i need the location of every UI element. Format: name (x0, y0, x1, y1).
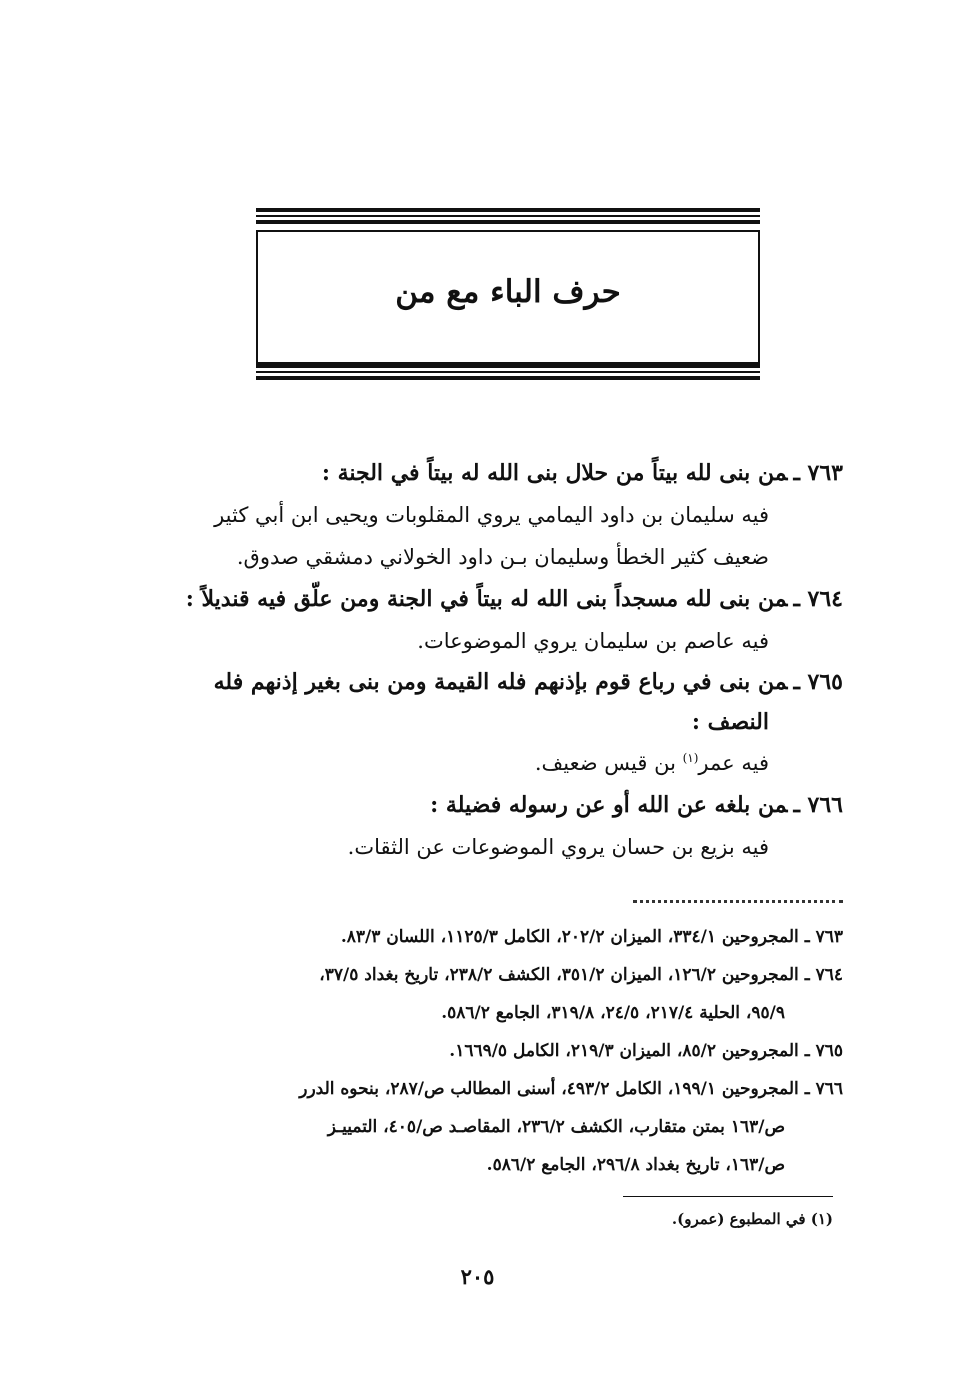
footnote-rule (623, 1196, 833, 1197)
dotted-separator (633, 900, 843, 903)
divider (256, 376, 760, 380)
entry-heading-continuation: النصف : (691, 709, 769, 735)
entry-heading-text: من بنى في رباع قوم بإذنهم فله القيمة ومن بنى بغير إذنهم فله (213, 669, 788, 695)
entry-heading-text: من بنى لله مسجداً بنى الله له بيتاً في الجنة ومن علّق فيه قنديلاً : (185, 586, 788, 612)
divider (256, 215, 760, 217)
entry-765 (113, 662, 843, 784)
hadith-entries (113, 452, 843, 868)
entry-heading (113, 452, 843, 494)
entry-body-line: فيه سليمان بن داود اليمامي يروي المقلوبات ويحيى ابن أبي كثير (214, 503, 769, 527)
entry-heading-text: من بلغه عن الله أو عن رسوله فضيلة : (430, 792, 788, 818)
entry-number: ٧٦٣ ـ (793, 460, 843, 486)
reference-765 (163, 1032, 843, 1070)
reference-text: ٧٦٤ ـ المجروحين ١٢٦/٢، الميزان ٣٥١/٢، الكشف ٢٣٨/٢، تاريخ بغداد ٣٧/٥، (319, 965, 843, 985)
entry-body-line: ضعيف كثير الخطأ وسليمان بـن داود الخولاني دمشقي صدوق. (236, 545, 769, 569)
reference-text: ٧٦٥ ـ المجروحين ٨٥/٢، الميزان ٢١٩/٣، الكامل ١٦٦٩/٥. (449, 1041, 843, 1061)
footnote-marker: (١) (682, 751, 699, 765)
divider (256, 208, 760, 212)
entry-body-text: فيه عمر (698, 751, 769, 775)
reference-763 (163, 918, 843, 956)
page-number: ٢٠٥ (460, 1264, 495, 1289)
references (163, 918, 843, 1184)
entry-heading (113, 578, 843, 620)
entry-763 (113, 452, 843, 578)
reference-continuation: ص/١٦٣، تاريخ بغداد ٢٩٦/٨، الجامع ٥٨٦/٢. (486, 1155, 785, 1175)
entry-body-line: فيه بزيع بن حسان يروي الموضوعات عن الثقات. (347, 835, 769, 859)
entry-body-text: بن قيس ضعيف. (534, 751, 683, 775)
chapter-heading-box (256, 230, 760, 364)
heading-top-rules (256, 208, 760, 227)
heading-bottom-rules (256, 364, 760, 383)
reference-continuation: ص/١٦٣ بمتن متقارب، الكشف ٢٣٦/٢، المقاصـد ص/٤٠٥، التمييـز (327, 1117, 785, 1137)
reference-text: ٧٦٦ ـ المجروحين ١٩٩/١، الكامل ٤٩٣/٢، أسنى المطالب ص/٢٨٧، بنحوه الدرر (299, 1079, 843, 1099)
divider (256, 364, 760, 368)
entry-body-line (113, 742, 843, 784)
chapter-title: حرف الباء مع من (395, 274, 621, 310)
entry-body-line: فيه عاصم بن سليمان يروي الموضوعات. (417, 629, 769, 653)
footnote: (١) في المطبوع (عمرو). (671, 1210, 833, 1228)
entry-heading (113, 784, 843, 826)
entry-number: ٧٦٦ ـ (793, 792, 843, 818)
divider (256, 220, 760, 224)
entry-764 (113, 578, 843, 662)
reference-continuation: ٩٥/٩، الحلية ٢١٧/٤، ٢٤/٥، ٣١٩/٨، الجامع ٥٨٦/٢. (441, 1003, 785, 1023)
entry-number: ٧٦٤ ـ (793, 586, 843, 612)
reference-766 (163, 1070, 843, 1184)
divider (256, 371, 760, 373)
reference-764 (163, 956, 843, 1032)
entry-heading-text: من بنى لله بيتاً من حلال بنى الله له بيتاً في الجنة : (321, 460, 788, 486)
entry-number: ٧٦٥ ـ (793, 669, 843, 695)
entry-heading (113, 662, 843, 742)
reference-text: ٧٦٣ ـ المجروحين ٣٣٤/١، الميزان ٢٠٢/٢، الكامل ١١٢٥/٣، اللسان ٨٣/٣. (340, 927, 843, 947)
entry-766 (113, 784, 843, 868)
